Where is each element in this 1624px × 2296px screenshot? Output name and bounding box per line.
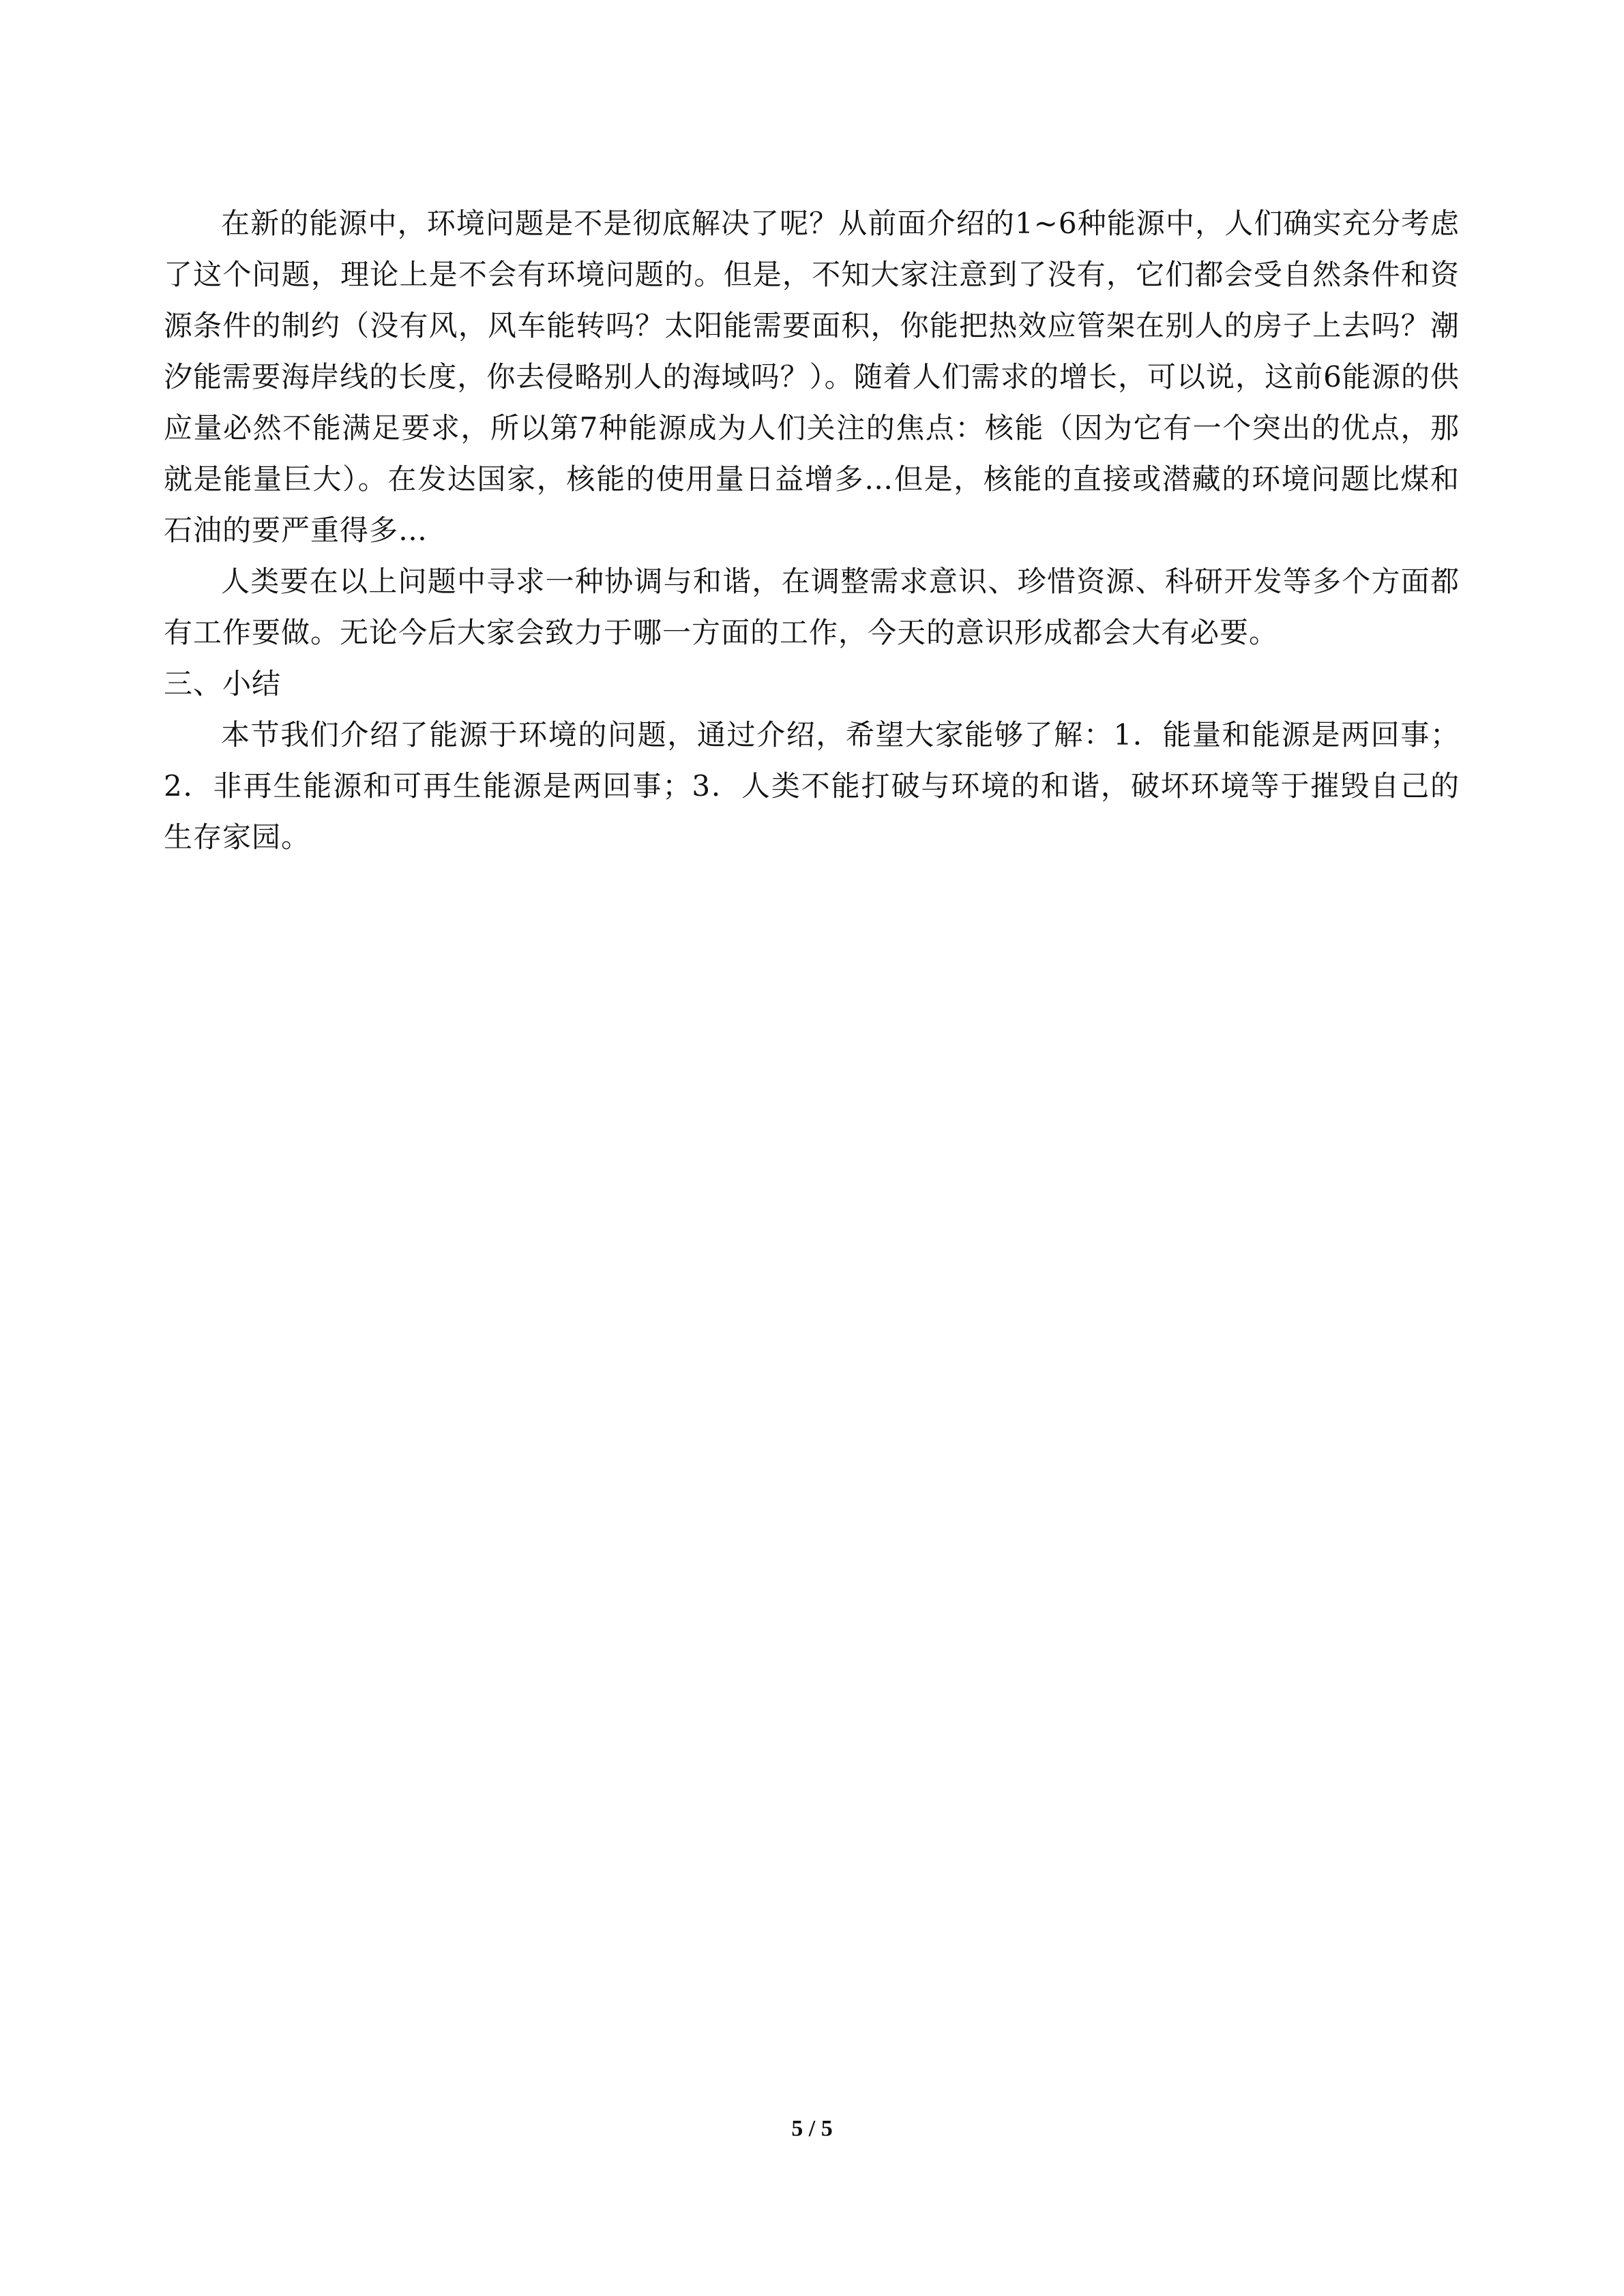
paragraph-summary: 本节我们介绍了能源于环境的问题，通过介绍，希望大家能够了解：1．能量和能源是两回事；2．非再生能源和可再生能源是两回事；3．人类不能打破与环境的和谐，破坏环境等于摧毁自己的生存家园。 (164, 718, 1460, 854)
paragraph-harmony: 人类要在以上问题中寻求一种协调与和谐，在调整需求意识、珍惜资源、科研开发等多个方面都有工作要做。无论今后大家会致力于哪一方面的工作，今天的意识形成都会大有必要。 (164, 565, 1460, 649)
page-number: 5 / 5 (791, 2116, 833, 2141)
document-body (164, 198, 1460, 863)
paragraph-new-energy: 在新的能源中，环境问题是不是彻底解决了呢？从前面介绍的1~6种能源中，人们确实充分考虑了这个问题，理论上是不会有环境问题的。但是，不知大家注意到了没有，它们都会受自然条件和资源条件的制约（没有风，风车能转吗？太阳能需要面积，你能把热效应管架在别人的房子上去吗？潮汐能需要海岸线的长度，你去侵略别人的海域吗？）。随着人们需求的增长，可以说，这前6能源的供应量必然不能满足要求，所以第7种能源成为人们关注的焦点：核能（因为它有一个突出的优点，那就是能量巨大）。在发达国家，核能的使用量日益增多…但是，核能的直接或潜藏的环境问题比煤和石油的要严重得多… (164, 207, 1460, 547)
section-heading-summary: 三、小结 (164, 667, 282, 700)
